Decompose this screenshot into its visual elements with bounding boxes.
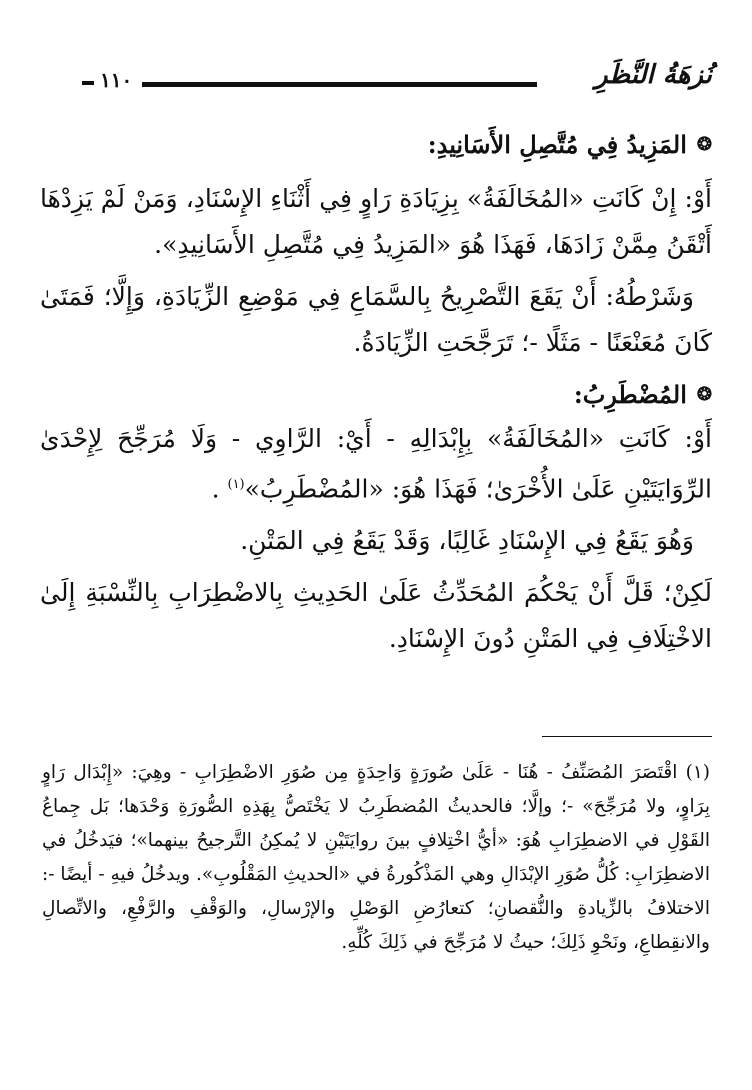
section-heading-mudtarib: [40, 372, 712, 416]
footnote: (١) اقْتَصَرَ المُصَنِّفُ - هُنَا - عَلَىٰ صُورَةٍ وَاحِدَةٍ مِن صُوَرِ الاضْطِرَابِ - وهِيَ: «إِبْدَال رَاوٍ بِرَاوٍ، ولا مُرَجِّحَ» -؛ وإلَّا؛ فالحديثُ المُضطَرِبُ لا يَخْتَصُّ بِهَذِهِ الصُّورَةِ وَحْدَها؛ بَل جِماعُ القَوْلِ في الاضطِرَابِ هُوَ: «أيُّ اخْتِلافٍ بينَ روايَتَيْنِ لا يُمكِنُ التَّرجيحُ بينهما»؛ فيَدخُلُ في الاضطِرَابِ: كُلُّ صُوَرِ الإبْدَالِ وهي المَذْكُورةُ في «الحديثِ المَقْلُوبِ». ويدخُلُ فيهِ - أيضًا -: الاختلافُ بالزِّيادةِ والنُّقصانِ؛ كتعارُضِ الوَصْلِ والإرْسالِ، والوَقْفِ والرَّفْعِ، والاتِّصالِ والانقِطاعِ، ونَحْوِ ذَلِكَ؛ حيثُ لا مُرَجِّحَ في ذَلِكَ كُلِّهِ.: [42, 762, 710, 953]
diamond-circle-icon: ❂: [696, 383, 712, 405]
paragraph-mudtarib-location: وَهُوَ يَقَعُ فِي الإِسْنَادِ غَالِبًا، وَقَدْ يَقَعُ فِي المَتْنِ.: [240, 526, 694, 556]
page-number-dash: [82, 81, 94, 85]
page-header: [42, 58, 712, 102]
paragraph-mudtarib-definition: [40, 416, 712, 512]
footnote-divider: [542, 736, 712, 737]
section-heading-label: المَزِيدُ فِي مُتَّصِلِ الأَسَانِيدِ:: [427, 129, 687, 159]
footnote-reference[interactable]: (١): [227, 477, 245, 492]
paragraph-mudtarib-matn: لَكِنْ؛ قَلَّ أَنْ يَحْكُمَ المُحَدِّثُ عَلَىٰ الحَدِيثِ بِالاضْطِرَابِ بِالنِّسْبَةِ إِلَىٰ الاخْتِلَافِ فِي المَتْنِ دُونَ الإِسْنَادِ.: [40, 578, 712, 654]
diamond-circle-icon: ❂: [696, 133, 712, 155]
paragraph-mazid-condition: وَشَرْطُهُ: أَنْ يَقَعَ التَّصْرِيحُ بِالسَّمَاعِ فِي مَوْضِعِ الزِّيَادَةِ، وَإِلَّا؛ فَمَتَىٰ كَانَ مُعَنْعَنًا - مَثَلًا -؛ تَرَجَّحَتِ الزِّيَادَةُ.: [40, 282, 712, 357]
header-rule: [142, 82, 537, 87]
main-text: [40, 118, 712, 668]
page-number: ١١٠: [100, 68, 133, 92]
paragraph-text: أَوْ: كَانَتِ «المُخَالَفَةُ» بِإِبْدَالِهِ - أَيْ: الرَّاوِي - وَلَا مُرَجِّحَ لِإِحْدَىٰ الرِّوَايَتَيْنِ عَلَىٰ الأُخْرَىٰ؛ فَهَذَا هُوَ: «المُضْطَرِبُ»: [40, 424, 712, 504]
running-title: نُزهَةُ النَّظَرِ: [595, 60, 712, 90]
section-heading-label: المُضْطَرِبُ:: [573, 379, 687, 409]
paragraph-end-mark: .: [211, 474, 220, 504]
paragraph-mazid-definition: أَوْ: إِنْ كَانَتِ «المُخَالَفَةُ» بِزِيَادَةِ رَاوٍ فِي أَثْنَاءِ الإِسْنَادِ، وَمَنْ لَمْ يَزِدْهَا أَتْقَنُ مِمَّنْ زَادَهَا، فَهَذَا هُوَ «المَزِيدُ فِي مُتَّصِلِ الأَسَانِيدِ».: [40, 184, 712, 259]
section-heading-mazid: [40, 122, 712, 166]
